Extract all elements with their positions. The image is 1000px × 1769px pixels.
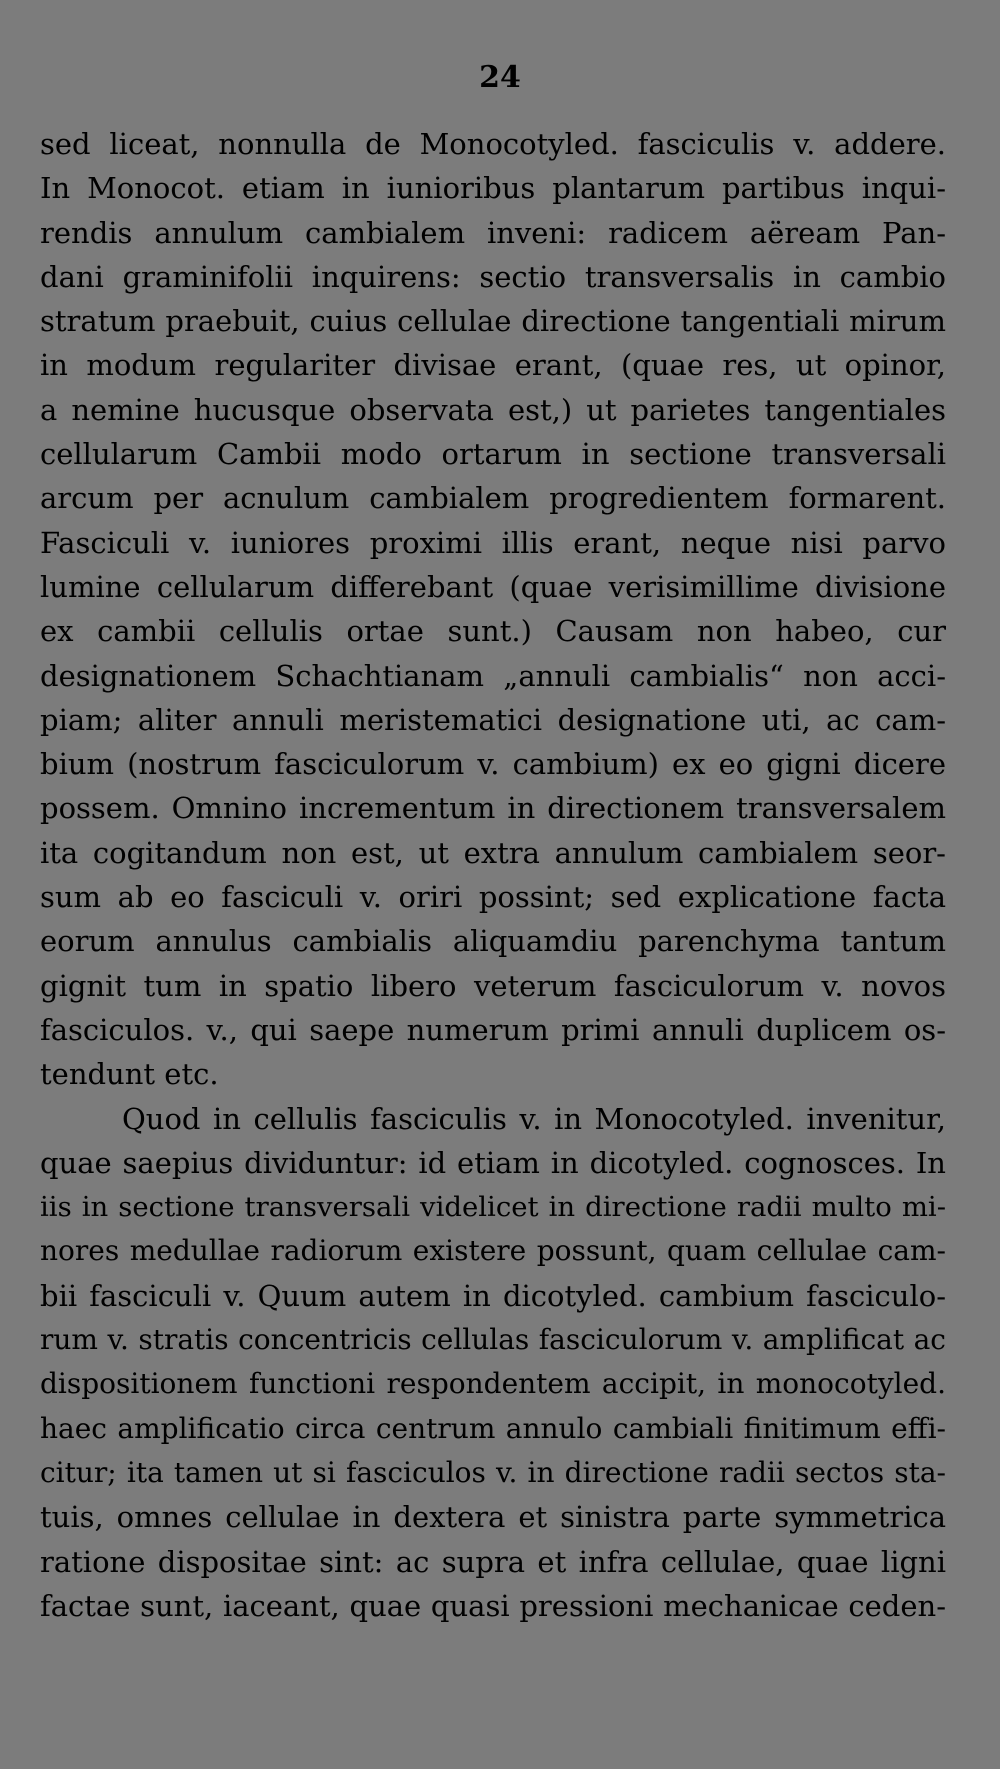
page-number: 24	[479, 60, 521, 95]
text-line: lumine cellularum differebant (quae verisimillime divisione	[40, 569, 946, 604]
text-line: stratum praebuit, cuius cellulae directione tangentiali mirum	[40, 304, 946, 339]
text-line: gignit tum in spatio libero veterum fasciculorum v. novos	[40, 968, 946, 1003]
text-line: In Monocot. etiam in iunioribus plantarum partibus inqui-	[40, 171, 946, 206]
text-line: ita cogitandum non est, ut extra annulum cambialem seor-	[40, 835, 946, 870]
text-line: tendunt etc.	[40, 1057, 219, 1092]
text-line: fasciculos. v., qui saepe numerum primi annuli duplicem os-	[40, 1012, 946, 1047]
text-line: arcum per acnulum cambialem progredientem formarent.	[40, 481, 946, 516]
text-line: bium (nostrum fasciculorum v. cambium) ex eo gigni dicere	[40, 747, 946, 782]
text-line: dispositionem functioni respondentem accipit, in monocotyled.	[40, 1367, 946, 1401]
text-line: designationem Schachtianam „annuli cambialis“ non acci-	[40, 658, 946, 693]
text-line: rum v. stratis concentricis cellulas fasciculorum v. amplificat ac	[40, 1323, 946, 1357]
text-line: Quod in cellulis fasciculis v. in Monocotyled. invenitur,	[122, 1101, 946, 1136]
text-line: dani graminifolii inquirens: sectio transversalis in cambio	[40, 259, 946, 294]
text-line: iis in sectione transversali videlicet in directione radii multo mi-	[40, 1191, 946, 1224]
text-line: possem. Omnino incrementum in directionem transversalem	[40, 791, 946, 826]
text-line: sum ab eo fasciculi v. oriri possint; sed explicatione facta	[40, 880, 946, 915]
text-line: ratione dispositae sint: ac supra et infra cellulae, quae ligni	[40, 1544, 946, 1579]
text-line: tuis, omnes cellulae in dextera et sinistra parte symmetrica	[40, 1500, 946, 1535]
text-line: haec amplificatio circa centrum annulo cambiali finitimum effi-	[40, 1411, 946, 1445]
text-line: rendis annulum cambialem inveni: radicem aëream Pan-	[40, 215, 946, 250]
text-line: in modum regulariter divisae erant, (quae res, ut opinor,	[40, 348, 946, 383]
text-line: eorum annulus cambialis aliquamdiu parenchyma tantum	[40, 924, 946, 959]
text-line: cellularum Cambii modo ortarum in sectione transversali	[40, 437, 946, 472]
text-line: a nemine hucusque observata est,) ut parietes tangentiales	[40, 392, 946, 427]
text-line: citur; ita tamen ut si fasciculos v. in directione radii sectos sta-	[40, 1455, 946, 1489]
text-line: Fasciculi v. iuniores proximi illis erant, neque nisi parvo	[40, 525, 946, 560]
text-line: factae sunt, iaceant, quae quasi pressioni mechanicae ceden-	[40, 1588, 946, 1623]
text-line: quae saepius dividuntur: id etiam in dicotyled. cognosces. In	[40, 1145, 946, 1180]
text-line: nores medullae radiorum existere possunt, quam cellulae cam-	[40, 1234, 946, 1268]
body-text	[40, 122, 946, 1628]
text-line: bii fasciculi v. Quum autem in dicotyled. cambium fasciculo-	[40, 1278, 946, 1313]
text-line: piam; aliter annuli meristematici designatione uti, ac cam-	[40, 702, 946, 737]
text-line: ex cambii cellulis ortae sunt.) Causam non habeo, cur	[40, 614, 946, 649]
text-line: sed liceat, nonnulla de Monocotyled. fasciculis v. addere.	[40, 127, 946, 161]
